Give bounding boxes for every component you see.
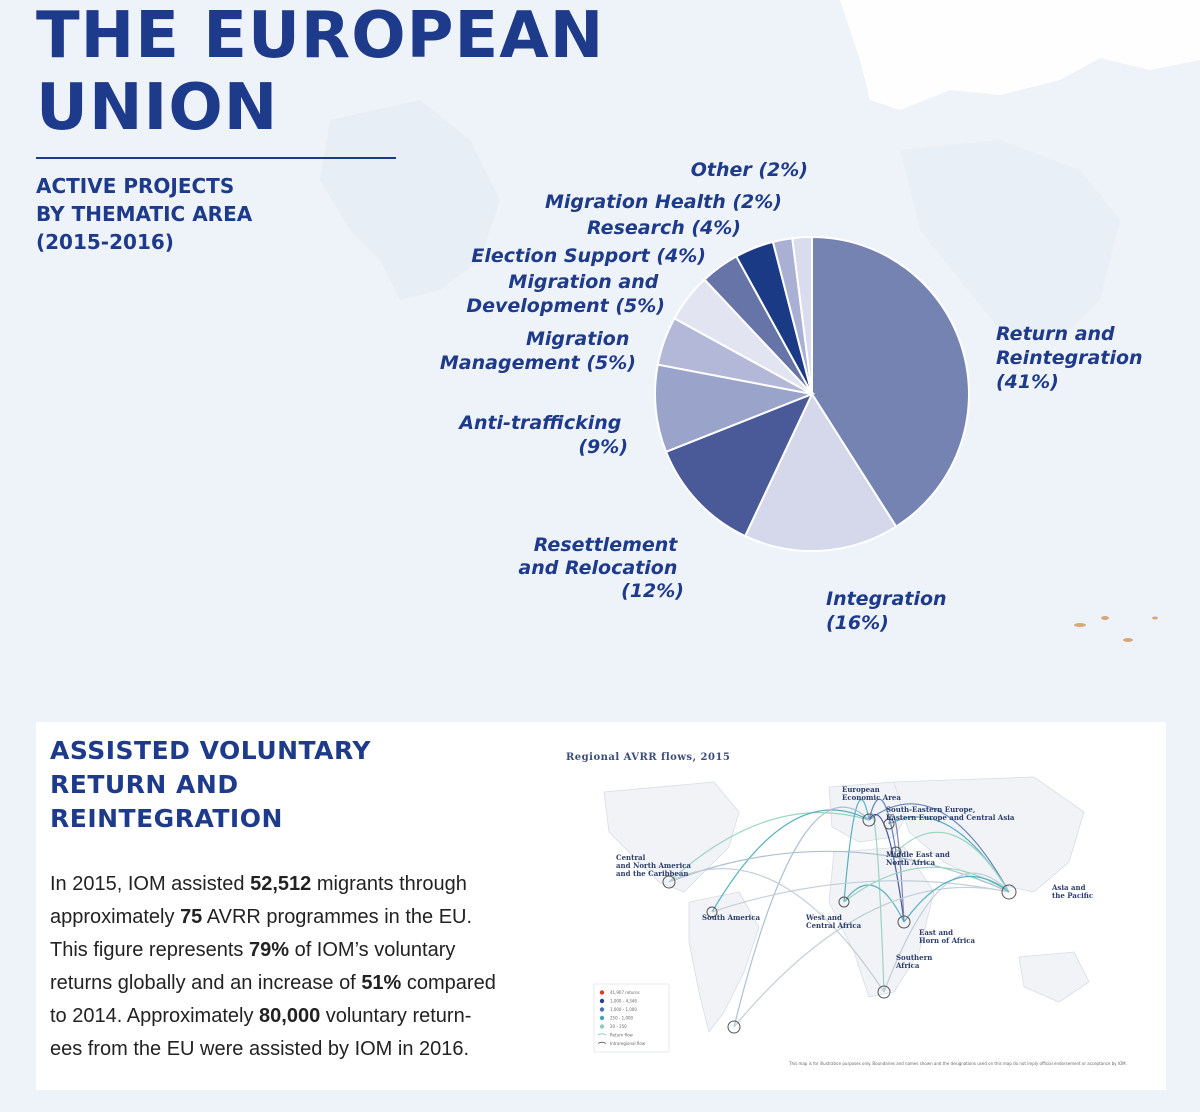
stat-migrants-assisted: 52,512 — [250, 873, 312, 895]
avrr-title-line-3: REINTEGRATION — [50, 804, 283, 833]
page-title-line-2: UNION — [36, 71, 279, 145]
legend-label: 1,000 - 1,000 — [610, 1007, 637, 1012]
slice-label-integration: Integration (16%) — [826, 588, 947, 634]
map-footnote: This map is for illustration purposes only. Boundaries and names shown and the designations used on this map do not imply official endorsement or acceptance by IOM. — [789, 1061, 1127, 1066]
svg-text:Middle East andNorth Africa: Middle East and North Africa — [886, 850, 950, 867]
svg-text:East andHorn of Africa: East and Horn of Africa — [919, 928, 976, 945]
svg-text:South-Eastern Europe,Eastern E: South-Eastern Europe, Eastern Europe and Central Asia — [886, 805, 1015, 822]
legend-label: Intraregional flow — [610, 1041, 646, 1046]
legend-swatch — [600, 1024, 604, 1028]
slice-label-migration-development: Migration and Development (5%) — [466, 271, 665, 317]
legend-swatch — [600, 1016, 604, 1020]
legend-label: 20 - 250 — [610, 1024, 627, 1029]
slice-label-election-support: Election Support (4%) — [471, 245, 706, 267]
chart-subtitle-line-3: (2015-2016) — [36, 230, 174, 254]
avrr-line-6: ees from the EU were assisted by IOM in 2016. — [50, 1038, 470, 1060]
map-legend — [594, 984, 669, 1052]
slice-label-resettlement-relocation: Resettlement and Relocation (12%) — [518, 534, 684, 602]
avrr-title-line-2: RETURN AND — [50, 770, 239, 799]
chart-subtitle-line-2: BY THEMATIC AREA — [36, 202, 253, 226]
page-title-line-1: THE EUROPEAN — [36, 0, 605, 73]
avrr-section — [36, 722, 1166, 1090]
stat-returnees-2016: 80,000 — [259, 1005, 321, 1027]
chart-subtitle-line-1: ACTIVE PROJECTS — [36, 174, 235, 198]
avrr-line-5: to 2014. Approximately 80,000 voluntary return- — [50, 1005, 472, 1027]
avrr-title-line-1: ASSISTED VOLUNTARY — [50, 736, 371, 765]
avrr-line-1: In 2015, IOM assisted 52,512 migrants through — [50, 873, 467, 895]
stat-increase: 51% — [361, 972, 402, 994]
continent-australia — [1019, 952, 1089, 1002]
legend-label: 250 - 1,000 — [610, 1015, 634, 1021]
legend-label: Return flow — [610, 1032, 633, 1038]
slice-label-return-reintegration: Return and Reintegration (41%) — [996, 323, 1143, 393]
slice-label-migration-management: Migration Management (5%) — [439, 328, 636, 374]
legend-swatch — [600, 990, 604, 994]
legend-label: 1,000 - 4,346 — [610, 998, 637, 1004]
pie-slices — [655, 237, 969, 551]
avrr-line-3: This figure represents 79% of IOM’s voluntary — [50, 939, 456, 961]
avrr-line-2: approximately 75 AVRR programmes in the EU. — [50, 906, 473, 928]
svg-text:EuropeanEconomic Area: European Economic Area — [842, 785, 901, 802]
avrr-line-4: returns globally and an increase of 51% compared — [50, 972, 496, 994]
svg-text:Asia andthe Pacific: Asia and the Pacific — [1052, 883, 1094, 900]
slice-label-migration-health: Migration Health (2%) — [545, 191, 782, 213]
avrr-flow-map — [564, 742, 1144, 1082]
stat-global-share: 79% — [248, 939, 290, 961]
avrr-description — [50, 868, 530, 1066]
svg-text:South America: South America — [702, 913, 761, 922]
slice-label-other: Other (2%) — [690, 159, 808, 181]
svg-text:SouthernAfrica: Southern Africa — [896, 953, 933, 970]
svg-text:Centraland North Americaand th: Central and North America and the Caribbean — [616, 853, 691, 878]
legend-swatch — [600, 1007, 604, 1011]
slice-label-research: Research (4%) — [587, 217, 741, 239]
legend-label: 41,907 returns — [610, 990, 640, 995]
avrr-map-title: Regional AVRR flows, 2015 — [566, 752, 731, 763]
slice-label-anti-trafficking: Anti-trafficking (9%) — [459, 412, 628, 458]
svg-text:West andCentral Africa: West and Central Africa — [806, 913, 862, 930]
stat-programmes: 75 — [180, 906, 203, 928]
legend-swatch — [600, 999, 604, 1003]
avrr-title — [50, 734, 371, 836]
